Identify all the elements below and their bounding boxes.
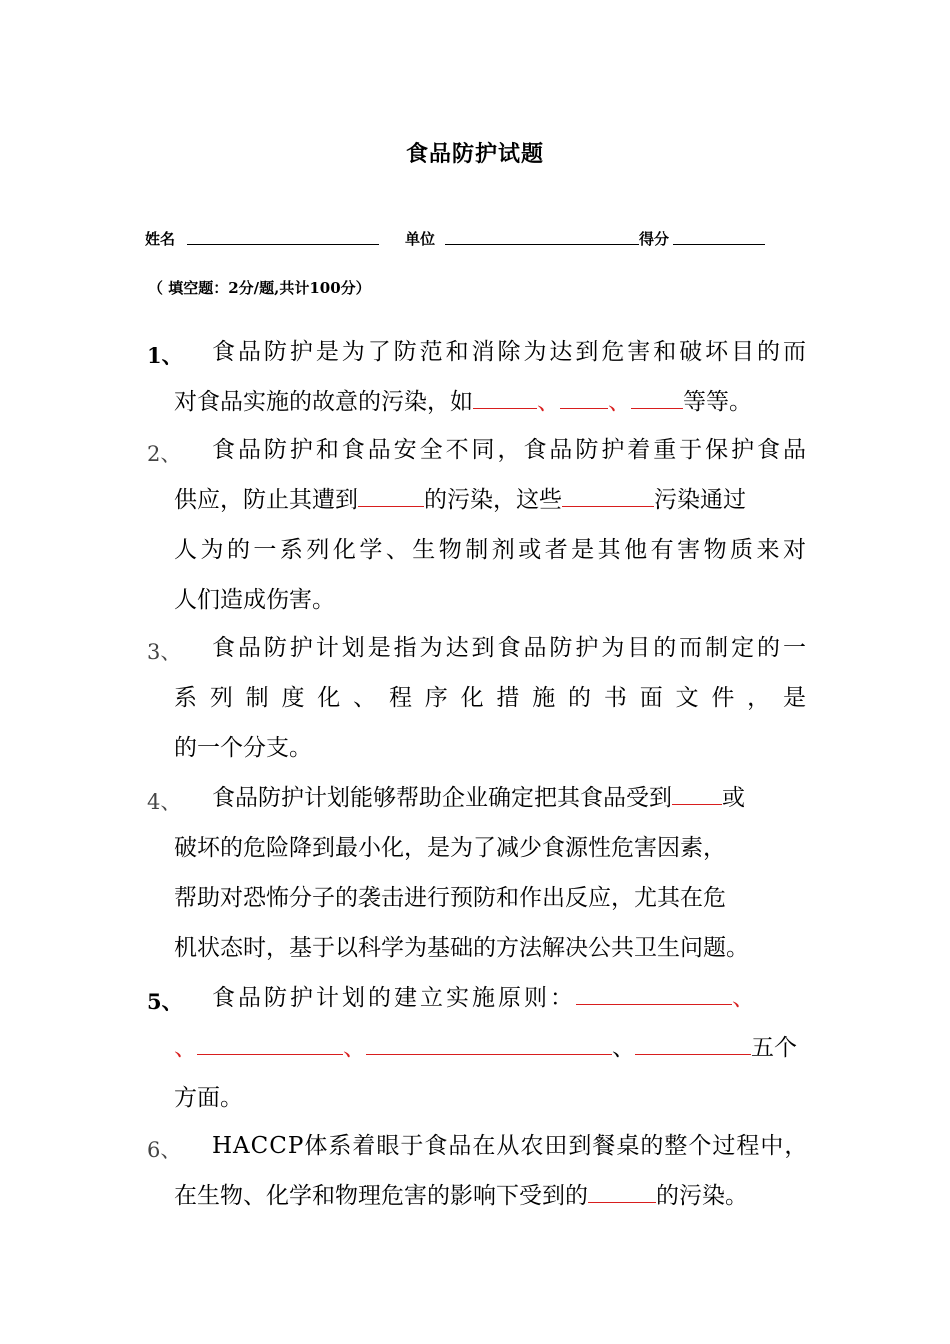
blank-separator: 、 — [343, 1035, 366, 1061]
question-text: 等等。 — [683, 389, 752, 415]
blank-separator: 、 — [732, 985, 755, 1011]
question-text: 人们造成伤害。 — [174, 587, 335, 613]
question-text: 五个 — [751, 1035, 797, 1061]
question-text: 人为的一系列化学、生物制剂或者是其他有害物质来对 — [174, 537, 806, 563]
name-label: 姓名 — [145, 230, 176, 248]
question-text: 系列制度化、程序化措施的书面文件，是 — [174, 685, 806, 711]
answer-blank[interactable] — [358, 476, 424, 507]
question-text: 食品防护计划的建立实施原则： — [212, 985, 576, 1011]
answer-blank[interactable] — [197, 1024, 343, 1055]
question-number: 3、 — [147, 640, 182, 664]
question-text: 供应，防止其遭到 — [174, 487, 358, 513]
question-text: 对食品实施的故意的污染，如 — [174, 389, 473, 415]
unit-field[interactable] — [445, 228, 639, 245]
question-text: 的污染。 — [656, 1183, 748, 1209]
blank-separator: 、 — [537, 389, 560, 415]
answer-blank[interactable] — [473, 378, 537, 409]
question-text: 的污染，这些 — [424, 487, 562, 513]
question-text: 破坏的危险降到最小化，是为了减少食源性危害因素， — [174, 835, 726, 861]
blank-separator: 、 — [612, 1035, 635, 1061]
answer-blank[interactable] — [672, 774, 722, 805]
question-text: 帮助对恐怖分子的袭击进行预防和作出反应，尤其在危 — [174, 885, 726, 911]
answer-blank[interactable] — [631, 378, 683, 409]
blank-separator: 、 — [174, 1035, 197, 1061]
question-number: 5、 — [147, 989, 183, 1014]
unit-label: 单位 — [405, 230, 436, 248]
question-text: 食品防护和食品安全不同，食品防护着重于保护食品 — [212, 437, 806, 463]
question-text: 方面。 — [174, 1085, 243, 1111]
question-text: 在生物、化学和物理危害的影响下受到的 — [174, 1183, 588, 1209]
answer-blank[interactable] — [576, 974, 732, 1005]
answer-blank[interactable] — [635, 1024, 751, 1055]
answer-blank[interactable] — [562, 476, 654, 507]
question-number: 6、 — [147, 1138, 182, 1162]
question-text: 污染通过 — [654, 487, 746, 513]
score-label: 得分 — [639, 230, 670, 248]
name-field[interactable] — [187, 228, 379, 245]
question-text: HACCP体系着眼于食品在从农田到餐桌的整个过程中， — [212, 1133, 809, 1159]
question-text: 食品防护计划是指为达到食品防护为目的而制定的一 — [212, 635, 806, 661]
blank-separator: 、 — [608, 389, 631, 415]
answer-blank[interactable] — [560, 378, 608, 409]
question-number: 1、 — [147, 343, 183, 368]
question-number: 2、 — [147, 442, 182, 466]
question-text: 食品防护计划能够帮助企业确定把其食品受到 — [212, 785, 672, 811]
question-text: 的一个分支。 — [174, 735, 312, 761]
question-text: 食品防护是为了防范和消除为达到危害和破坏目的而 — [212, 339, 806, 365]
answer-blank[interactable] — [366, 1024, 612, 1055]
page-title: 食品防护试题 — [405, 141, 544, 167]
question-number: 4、 — [147, 790, 182, 814]
answer-blank[interactable] — [588, 1172, 656, 1203]
question-text: 机状态时，基于以科学为基础的方法解决公共卫生问题。 — [174, 935, 749, 961]
instructions-note: （ 填空题：2分/题,共计100分） — [148, 279, 371, 297]
question-text: 或 — [722, 785, 745, 811]
score-field[interactable] — [673, 228, 765, 245]
